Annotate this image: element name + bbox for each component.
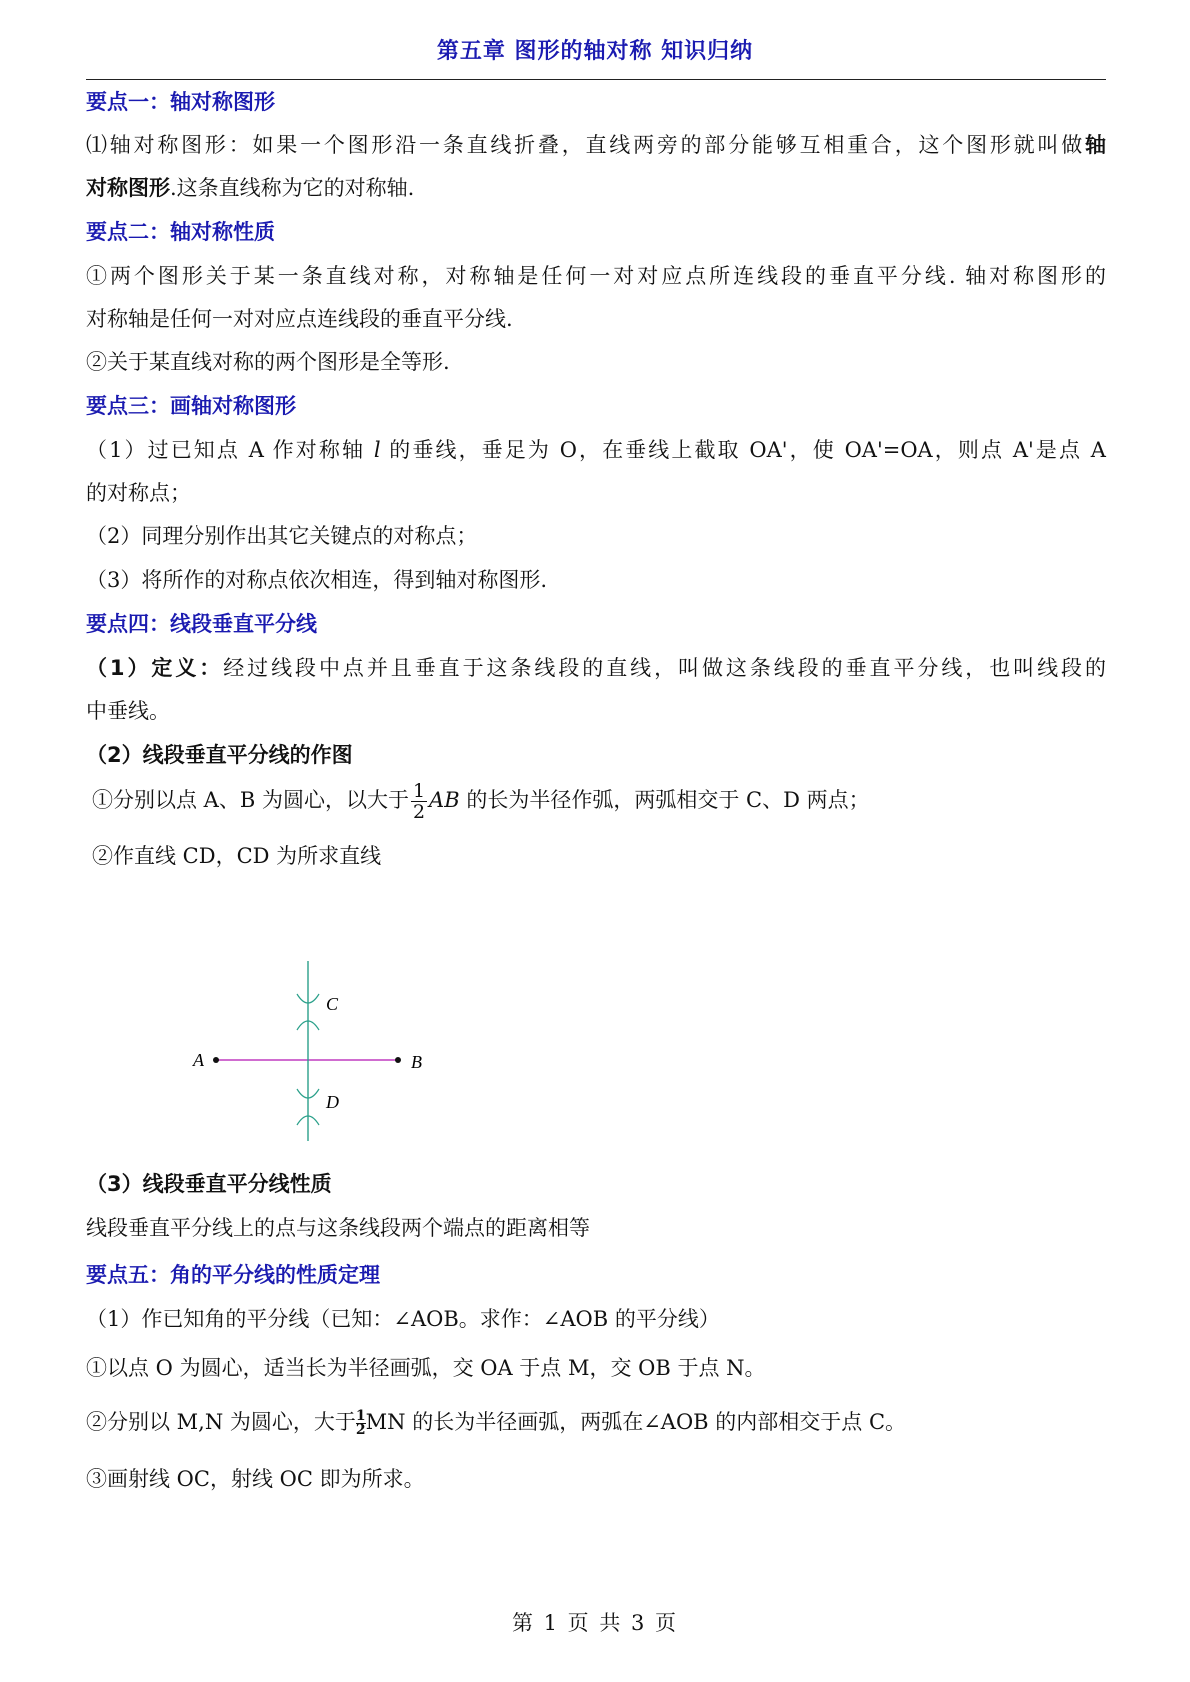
fraction-one-half bbox=[411, 781, 427, 822]
perpendicular-bisector-diagram bbox=[90, 955, 422, 1150]
frac-denominator: 2 bbox=[412, 801, 426, 823]
point-a bbox=[213, 1057, 219, 1063]
p1-text-rest: .这条直线称为它的对称轴. bbox=[170, 176, 415, 200]
p3-axis-var: l bbox=[373, 438, 381, 462]
heading-point-1: 要点一：轴对称图形 bbox=[86, 90, 275, 114]
p2-line-3: ②关于某直线对称的两个图形是全等形. bbox=[86, 350, 450, 374]
heading-point-5: 要点五：角的平分线的性质定理 bbox=[86, 1263, 380, 1287]
p3-text-a: （1）过已知点 A 作对称轴 bbox=[86, 438, 374, 462]
p1-text: ⑴轴对称图形：如果一个图形沿一条直线折叠，直线两旁的部分能够互相重合，这个图形就叫做 bbox=[86, 133, 1085, 157]
p4-definition-line-2: 中垂线。 bbox=[86, 699, 170, 723]
p5-line-1: （1）作已知角的平分线（已知：∠AOB。求作：∠AOB 的平分线） bbox=[86, 1307, 720, 1331]
heading-point-3: 要点三：画轴对称图形 bbox=[86, 394, 296, 418]
p1-bold-term-start: 轴 bbox=[1085, 133, 1106, 157]
p5-line-3 bbox=[86, 1408, 1106, 1437]
point-b bbox=[395, 1057, 401, 1063]
p1-bold-term-end: 对称图形 bbox=[86, 176, 170, 200]
p5-line-2: ①以点 O 为圆心，适当长为半径画弧，交 OA 于点 M，交 OB 于点 N。 bbox=[86, 1356, 766, 1380]
label-c: C bbox=[326, 994, 339, 1014]
heading-point-2: 要点二：轴对称性质 bbox=[86, 220, 275, 244]
p4-step-1 bbox=[92, 781, 1112, 822]
p5-line3-text-a: ②分别以 M,N 为圆心，大于 bbox=[86, 1410, 356, 1434]
p3-line-4: （3）将所作的对称点依次相连，得到轴对称图形. bbox=[86, 568, 548, 592]
p4-definition-text: 经过线段中点并且垂直于这条线段的直线，叫做这条线段的垂直平分线，也叫线段的 bbox=[223, 656, 1106, 680]
heading-point-4: 要点四：线段垂直平分线 bbox=[86, 612, 317, 636]
p1-line-1 bbox=[86, 131, 1106, 159]
page-title: 第五章 图形的轴对称 知识归纳 bbox=[436, 39, 754, 64]
frac-small-numerator: 1 bbox=[355, 1408, 366, 1424]
p3-line-1 bbox=[86, 436, 1106, 464]
p5-line3-text-b: MN 的长为半径画弧，两弧在∠AOB 的内部相交于点 C。 bbox=[365, 1410, 907, 1434]
p4-step1-text-b: 的长为半径作弧，两弧相交于 C、D 两点； bbox=[459, 788, 870, 812]
p4-definition-line-1 bbox=[86, 654, 1106, 682]
frac-small-denominator: 2 bbox=[355, 1422, 366, 1438]
p4-property-text: 线段垂直平分线上的点与这条线段两个端点的距离相等 bbox=[86, 1216, 590, 1240]
title-divider bbox=[86, 79, 1106, 80]
p3-line-2: 的对称点； bbox=[86, 481, 191, 505]
p3-text-b: 的垂线，垂足为 O，在垂线上截取 OA'，使 OA'=OA，则点 A'是点 A bbox=[380, 438, 1106, 462]
fraction-one-half-small bbox=[356, 1410, 366, 1437]
p4-definition-label: （1）定义： bbox=[86, 656, 224, 680]
p4-construction-label: （2）线段垂直平分线的作图 bbox=[86, 743, 353, 767]
page-footer: 第 1 页 共 3 页 bbox=[511, 1611, 679, 1635]
p4-property-label: （3）线段垂直平分线性质 bbox=[86, 1172, 332, 1196]
frac-numerator: 1 bbox=[412, 780, 426, 802]
p1-line-2 bbox=[86, 174, 1106, 202]
p4-step1-text-a: ①分别以点 A、B 为圆心，以大于 bbox=[92, 788, 409, 812]
p4-step-2: ②作直线 CD，CD 为所求直线 bbox=[92, 844, 382, 868]
p3-line-3: （2）同理分别作出其它关键点的对称点； bbox=[86, 524, 478, 548]
p5-line-4: ③画射线 OC，射线 OC 即为所求。 bbox=[86, 1467, 425, 1491]
p2-line-1: ①两个图形关于某一条直线对称，对称轴是任何一对对应点所连线段的垂直平分线. 轴对称图形的 bbox=[86, 264, 1106, 288]
label-a: A bbox=[193, 1050, 204, 1070]
p4-segment-ab: AB bbox=[429, 788, 460, 812]
label-b: B bbox=[411, 1052, 422, 1072]
p2-line-2: 对称轴是任何一对对应点连线段的垂直平分线. bbox=[86, 307, 513, 331]
label-d: D bbox=[326, 1092, 339, 1112]
